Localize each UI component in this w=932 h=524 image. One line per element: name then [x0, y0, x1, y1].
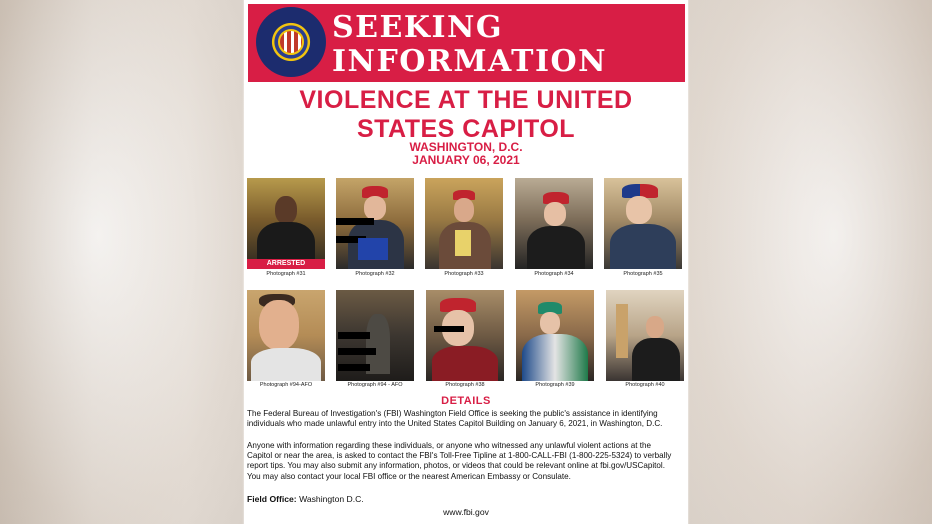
details-heading: DETAILS — [441, 395, 491, 407]
poster-headline — [244, 86, 688, 144]
details-paragraph-1: The Federal Bureau of Investigation's (FBI) Washington Field Office is seeking the public's assistance in identifying individuals who made unlawful entry into the United States Capitol Building on January 6, 2021, in Washington, D.C. — [247, 409, 663, 429]
photo-caption-38: Photograph #38 — [445, 382, 485, 388]
photo-94-afo-b — [336, 290, 414, 381]
photo-94-afo-a — [247, 290, 325, 381]
photo-caption-39: Photograph #39 — [535, 382, 575, 388]
fbi-seal-icon — [256, 7, 326, 77]
photo-33 — [425, 178, 503, 269]
photo-caption-35: Photograph #35 — [623, 271, 663, 277]
details-paragraph-2: Anyone with information regarding these individuals, or anyone who witnessed any unlawful violent actions at the Capitol or near the area, is asked to contact the FBI's Toll-Free Tipline at 1-800-CALL-FBI (1-800-225-5324) to verbally report tips. You may also submit any information, photos, or videos that could be relevant online at fbi.gov/USCapitol. You may also contact your local FBI office or the nearest American Embassy or Consulate. — [247, 441, 672, 481]
photo-31 — [247, 178, 325, 269]
wanted-poster — [244, 0, 688, 524]
photo-caption-94-afo-b: Photograph #94 - AFO — [347, 382, 403, 388]
photo-34 — [515, 178, 593, 269]
fbi-website-link[interactable]: www.fbi.gov — [443, 507, 489, 517]
photo-caption-33: Photograph #33 — [444, 271, 484, 277]
banner-title-line2: INFORMATION — [332, 44, 608, 79]
arrested-badge: ARRESTED — [247, 259, 325, 269]
field-office-value: Washington D.C. — [299, 494, 364, 504]
photo-35 — [604, 178, 682, 269]
field-office-label: Field Office: — [247, 494, 297, 504]
headline-location: WASHINGTON, D.C. — [409, 140, 523, 154]
headline-date: JANUARY 06, 2021 — [412, 153, 520, 167]
blurred-background-left — [0, 0, 244, 524]
photo-caption-34: Photograph #34 — [534, 271, 574, 277]
seal-shield — [278, 29, 304, 55]
header-banner — [248, 4, 685, 82]
blurred-background-right — [688, 0, 932, 524]
headline-text: VIOLENCE AT THE UNITED STATES CAPITOL — [299, 86, 633, 143]
banner-title-line1: SEEKING — [332, 10, 504, 45]
photo-caption-31: Photograph #31 — [266, 271, 306, 277]
photo-39 — [516, 290, 594, 381]
photo-caption-40: Photograph #40 — [625, 382, 665, 388]
photo-caption-94-afo-a: Photograph #94-AFO — [259, 382, 313, 388]
photo-38 — [426, 290, 504, 381]
field-office — [247, 494, 364, 504]
photo-32 — [336, 178, 414, 269]
photo-40 — [606, 290, 684, 381]
photo-caption-32: Photograph #32 — [355, 271, 395, 277]
